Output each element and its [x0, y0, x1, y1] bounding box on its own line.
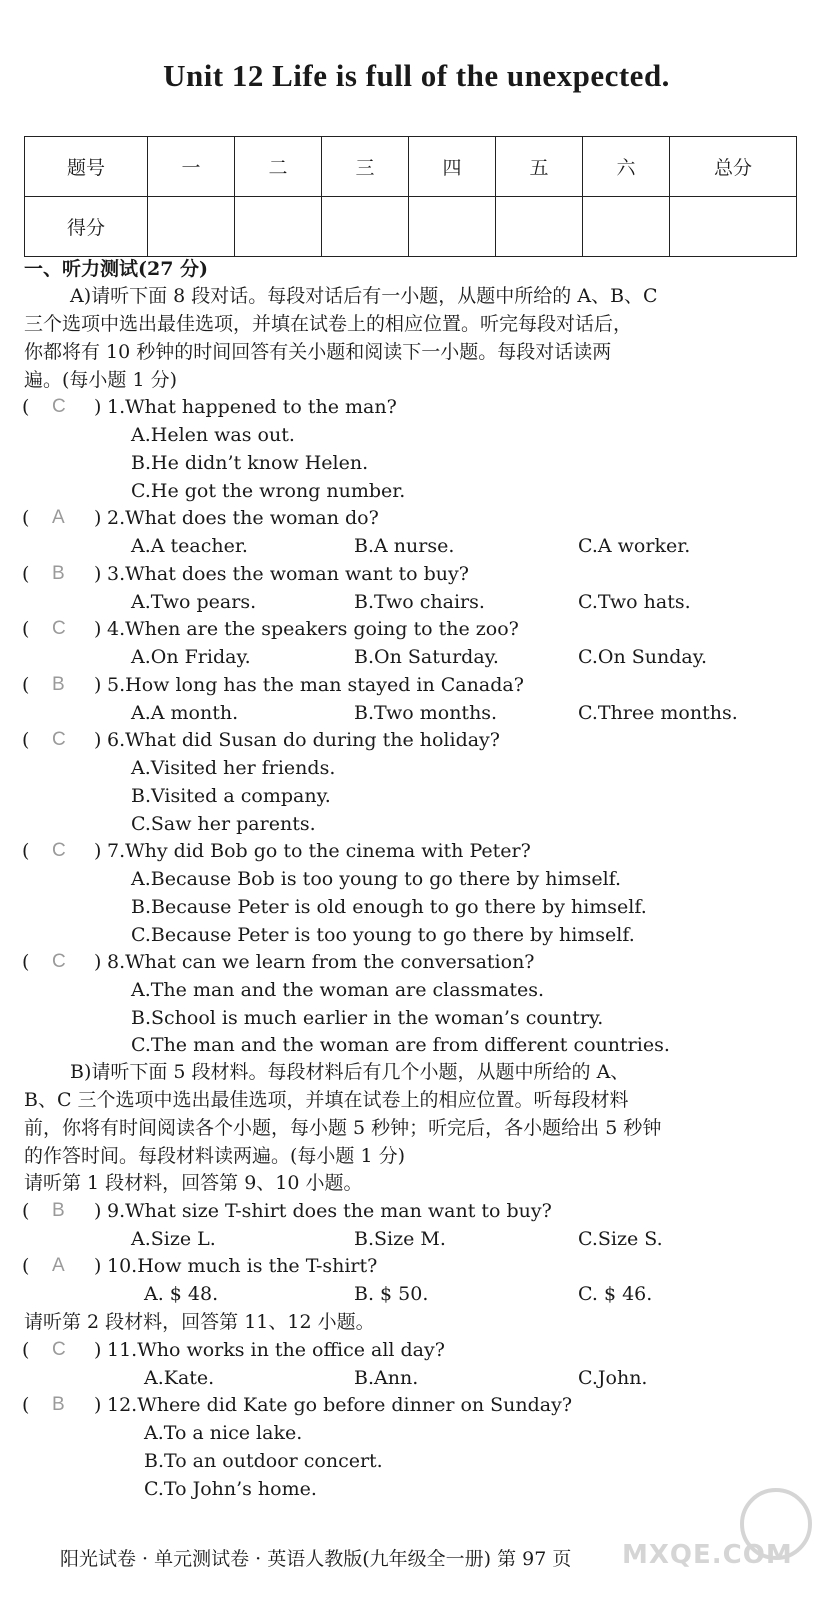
answer-mark: C: [52, 951, 66, 972]
instruction-line: B、C 三个选项中选出最佳选项，并填在试卷上的相应位置。听每段材料: [24, 1089, 629, 1111]
answer-bracket-close: ): [94, 729, 102, 751]
answer-bracket-close: ): [94, 618, 102, 640]
answer-mark: B: [52, 1394, 65, 1415]
question-text: 12.Where did Kate go before dinner on Sunday?: [107, 1394, 573, 1416]
instruction-line: 前，你将有时间阅读各个小题，每小题 5 秒钟；听完后，各小题给出 5 秒钟: [24, 1117, 662, 1139]
option-a: A.A month.: [131, 702, 239, 724]
instruction-line: A)请听下面 8 段对话。每段对话后有一小题，从题中所给的 A、B、C: [70, 285, 658, 307]
option-a: A.Helen was out.: [131, 424, 295, 446]
option-b: B.Two months.: [354, 702, 498, 724]
answer-mark: C: [52, 618, 66, 639]
score-cell[interactable]: [235, 197, 322, 257]
answer-bracket-open: (: [22, 840, 30, 862]
answer-mark: B: [52, 563, 65, 584]
score-table-header-cell: 题号: [25, 137, 148, 197]
option-c: C.On Sunday.: [578, 646, 707, 668]
answer-bracket-close: ): [94, 563, 102, 585]
answer-bracket-open: (: [22, 396, 30, 418]
score-table-header-cell: 四: [409, 137, 496, 197]
answer-bracket-close: ): [94, 1255, 102, 1277]
page-title: Unit 12 Life is full of the unexpected.: [163, 58, 670, 93]
answer-bracket-open: (: [22, 1200, 30, 1222]
answer-bracket-close: ): [94, 951, 102, 973]
page-footer: 阳光试卷 · 单元测试卷 · 英语人教版(九年级全一册) 第 97 页: [60, 1548, 572, 1570]
option-c: C.Saw her parents.: [131, 813, 316, 835]
score-cell[interactable]: [496, 197, 583, 257]
option-b: B.Because Peter is old enough to go there by himself.: [131, 896, 647, 918]
option-a: A.Size L.: [131, 1228, 216, 1250]
answer-mark: C: [52, 840, 66, 861]
score-table-header-cell: 六: [583, 137, 670, 197]
question-text: 3.What does the woman want to buy?: [107, 563, 469, 585]
option-c: C.A worker.: [578, 535, 691, 557]
answer-bracket-open: (: [22, 674, 30, 696]
answer-bracket-open: (: [22, 618, 30, 640]
question-text: 10.How much is the T-shirt?: [107, 1255, 378, 1277]
option-c: C.Because Peter is too young to go there by himself.: [131, 924, 635, 946]
answer-bracket-close: ): [94, 1339, 102, 1361]
question-text: 8.What can we learn from the conversation?: [107, 951, 535, 973]
instruction-line: B)请听下面 5 段材料。每段材料后有几个小题，从题中所给的 A、: [70, 1061, 630, 1083]
instruction-line: 你都将有 10 秒钟的时间回答有关小题和阅读下一小题。每段对话读两: [24, 341, 612, 363]
score-cell[interactable]: [409, 197, 496, 257]
option-a: A.Two pears.: [131, 591, 257, 613]
answer-bracket-close: ): [94, 840, 102, 862]
option-c: C. $ 46.: [578, 1283, 653, 1305]
question-text: 5.How long has the man stayed in Canada?: [107, 674, 524, 696]
score-cell[interactable]: [583, 197, 670, 257]
option-a: A. $ 48.: [144, 1283, 219, 1305]
option-b: B.Visited a company.: [131, 785, 331, 807]
score-table-header-cell: 一: [148, 137, 235, 197]
answer-mark: C: [52, 729, 66, 750]
option-c: C.Size S.: [578, 1228, 663, 1250]
score-table-header-cell: 三: [322, 137, 409, 197]
option-a: A.The man and the woman are classmates.: [131, 979, 545, 1001]
answer-mark: B: [52, 674, 65, 695]
score-table: [24, 136, 797, 257]
answer-bracket-open: (: [22, 507, 30, 529]
answer-bracket-open: (: [22, 563, 30, 585]
score-table-header-row: [25, 137, 797, 197]
option-a: A.To a nice lake.: [144, 1422, 303, 1444]
watermark-text: MXQE.COM: [622, 1540, 793, 1570]
watermark: [622, 1488, 812, 1588]
option-c: C.To John’s home.: [144, 1478, 317, 1500]
answer-bracket-open: (: [22, 1339, 30, 1361]
option-b: B. $ 50.: [354, 1283, 429, 1305]
score-table-header-cell: 总分: [670, 137, 797, 197]
answer-bracket-close: ): [94, 1394, 102, 1416]
option-c: C.Two hats.: [578, 591, 691, 613]
section-heading: 一、听力测试(27 分): [24, 258, 209, 280]
option-b: B.Ann.: [354, 1367, 419, 1389]
score-row-label: 得分: [25, 197, 148, 257]
option-b: B.School is much earlier in the woman’s country.: [131, 1007, 604, 1029]
score-table-score-row: [25, 197, 797, 257]
question-text: 6.What did Susan do during the holiday?: [107, 729, 500, 751]
option-c: C.Three months.: [578, 702, 738, 724]
score-cell[interactable]: [670, 197, 797, 257]
option-b: B.On Saturday.: [354, 646, 499, 668]
answer-bracket-open: (: [22, 729, 30, 751]
option-b: B.Size M.: [354, 1228, 446, 1250]
score-cell[interactable]: [322, 197, 409, 257]
answer-bracket-close: ): [94, 674, 102, 696]
score-table-header-cell: 五: [496, 137, 583, 197]
material-instruction: 请听第 2 段材料，回答第 11、12 小题。: [24, 1311, 375, 1333]
answer-mark: C: [52, 396, 66, 417]
answer-bracket-open: (: [22, 1255, 30, 1277]
answer-bracket-close: ): [94, 396, 102, 418]
option-b: B.Two chairs.: [354, 591, 485, 613]
option-a: A.A teacher.: [131, 535, 248, 557]
question-text: 7.Why did Bob go to the cinema with Peter?: [107, 840, 531, 862]
question-text: 9.What size T-shirt does the man want to buy?: [107, 1200, 552, 1222]
option-a: A.On Friday.: [131, 646, 251, 668]
question-text: 4.When are the speakers going to the zoo?: [107, 618, 519, 640]
question-text: 11.Who works in the office all day?: [107, 1339, 445, 1361]
option-b: B.To an outdoor concert.: [144, 1450, 383, 1472]
option-b: B.A nurse.: [354, 535, 455, 557]
question-text: 2.What does the woman do?: [107, 507, 379, 529]
answer-mark: A: [52, 1255, 65, 1276]
answer-bracket-open: (: [22, 951, 30, 973]
option-c: C.He got the wrong number.: [131, 480, 406, 502]
instruction-line: 三个选项中选出最佳选项，并填在试卷上的相应位置。听完每段对话后，: [24, 313, 633, 335]
score-cell[interactable]: [148, 197, 235, 257]
answer-bracket-open: (: [22, 1394, 30, 1416]
answer-mark: C: [52, 1339, 66, 1360]
answer-mark: B: [52, 1200, 65, 1221]
question-text: 1.What happened to the man?: [107, 396, 397, 418]
option-a: A.Kate.: [144, 1367, 215, 1389]
option-b: B.He didn’t know Helen.: [131, 452, 369, 474]
option-c: C.The man and the woman are from different countries.: [131, 1034, 670, 1056]
instruction-line: 的作答时间。每段材料读两遍。(每小题 1 分): [24, 1145, 405, 1167]
option-a: A.Because Bob is too young to go there by himself.: [131, 868, 622, 890]
instruction-line: 遍。(每小题 1 分): [24, 369, 177, 391]
answer-mark: A: [52, 507, 65, 528]
answer-bracket-close: ): [94, 507, 102, 529]
material-instruction: 请听第 1 段材料，回答第 9、10 小题。: [24, 1172, 363, 1194]
score-table-header-cell: 二: [235, 137, 322, 197]
answer-bracket-close: ): [94, 1200, 102, 1222]
option-c: C.John.: [578, 1367, 648, 1389]
option-a: A.Visited her friends.: [131, 757, 336, 779]
